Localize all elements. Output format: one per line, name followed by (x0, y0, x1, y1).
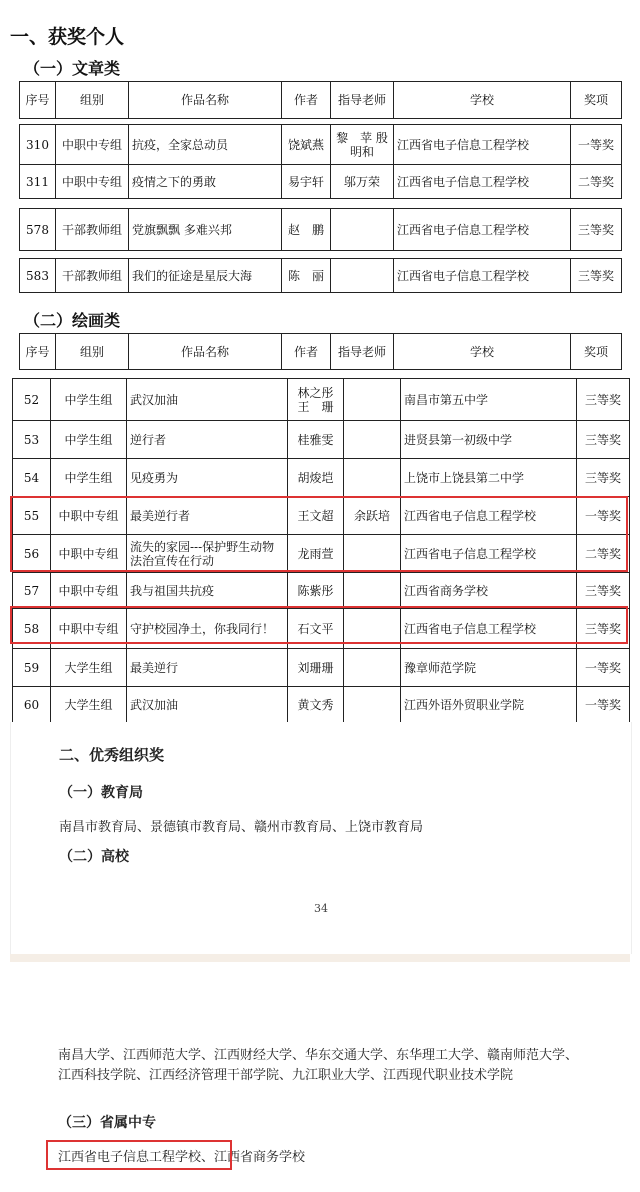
header-teacher: 指导老师 (331, 82, 394, 119)
header-work: 作品名称 (129, 334, 282, 370)
cell-award: 二等奖 (577, 535, 630, 573)
section2-sub1-text: 南昌市教育局、景德镇市教育局、赣州市教育局、上饶市教育局 (59, 820, 424, 835)
other-school: 江西省商务学校 (214, 1150, 306, 1165)
cell-no: 58 (13, 609, 51, 649)
cell-school: 南昌市第五中学 (401, 379, 577, 421)
highlight-box-rows-55-56 (10, 496, 628, 572)
highlighted-school: 江西省电子信息工程学校、 (58, 1150, 215, 1165)
cell-group: 中职中专组 (51, 609, 127, 649)
highlight-box-row-58 (10, 606, 628, 644)
painting-header-table (19, 333, 622, 370)
cell-group: 干部教师组 (56, 209, 129, 251)
cell-work: 武汉加油 (127, 687, 288, 723)
cell-school: 江西省电子信息工程学校 (394, 209, 571, 251)
cell-author: 胡焌垲 (288, 459, 344, 497)
cell-award: 三等奖 (577, 459, 630, 497)
cell-award: 一等奖 (571, 125, 622, 165)
table-row (13, 421, 630, 459)
cell-work: 抗疫，全家总动员 (129, 125, 282, 165)
cell-author: 饶斌燕 (282, 125, 331, 165)
cell-school: 江西省电子信息工程学校 (401, 535, 577, 573)
cell-author: 黄文秀 (288, 687, 344, 723)
header-no: 序号 (20, 82, 56, 119)
cell-school: 江西省电子信息工程学校 (394, 125, 571, 165)
header-author: 作者 (282, 334, 331, 370)
cell-no: 56 (13, 535, 51, 573)
header-award: 奖项 (571, 334, 622, 370)
cell-school: 上饶市上饶县第二中学 (401, 459, 577, 497)
cell-author: 易宇轩 (282, 165, 331, 199)
cell-author: 陈紫彤 (288, 573, 344, 609)
cell-no: 55 (13, 497, 51, 535)
cell-work: 流失的家园---保护野生动物 法治宣传在行动 (127, 535, 288, 573)
cell-award: 三等奖 (571, 209, 622, 251)
cell-group: 中职中专组 (51, 497, 127, 535)
highlight-box-school (46, 1140, 232, 1170)
cell-award: 二等奖 (571, 165, 622, 199)
header-school: 学校 (394, 82, 571, 119)
cell-group: 中学生组 (51, 421, 127, 459)
cell-school: 江西省电子信息工程学校 (394, 259, 571, 293)
cell-school: 江西外语外贸职业学院 (401, 687, 577, 723)
table-row (13, 573, 630, 609)
article-table-part2 (19, 208, 622, 251)
cell-no: 53 (13, 421, 51, 459)
cell-author: 陈 丽 (282, 259, 331, 293)
cell-group: 中职中专组 (51, 573, 127, 609)
article-subtitle: （一）文章类 (24, 59, 121, 78)
cell-group: 大学生组 (51, 687, 127, 723)
cell-award: 三等奖 (577, 573, 630, 609)
cell-work: 守护校园净土，你我同行！ (127, 609, 288, 649)
cell-award: 三等奖 (571, 259, 622, 293)
cell-teacher (344, 379, 401, 421)
cell-teacher (331, 209, 394, 251)
table-row (20, 209, 622, 251)
cell-teacher (344, 573, 401, 609)
cell-work: 武汉加油 (127, 379, 288, 421)
cell-work: 我们的征途是星辰大海 (129, 259, 282, 293)
article-table-part3 (19, 258, 622, 293)
table-row (13, 687, 630, 723)
header-author: 作者 (282, 82, 331, 119)
cell-group: 中职中专组 (56, 125, 129, 165)
cell-school: 进贤县第一初级中学 (401, 421, 577, 459)
cell-teacher (344, 459, 401, 497)
cell-no: 310 (20, 125, 56, 165)
cell-work: 最美逆行 (127, 649, 288, 687)
cell-award: 一等奖 (577, 649, 630, 687)
cell-group: 中学生组 (51, 379, 127, 421)
table-row (20, 165, 622, 199)
cell-author: 赵 鹏 (282, 209, 331, 251)
cell-teacher (331, 259, 394, 293)
cell-no: 57 (13, 573, 51, 609)
table-row (20, 259, 622, 293)
cell-award: 一等奖 (577, 497, 630, 535)
cell-no: 311 (20, 165, 56, 199)
cell-author: 石文平 (288, 609, 344, 649)
table-row (13, 459, 630, 497)
cell-group: 中学生组 (51, 459, 127, 497)
section2-sub1: （一）教育局 (59, 785, 143, 801)
page-number: 34 (314, 902, 328, 915)
cell-school: 江西省商务学校 (401, 573, 577, 609)
cell-school: 江西省电子信息工程学校 (394, 165, 571, 199)
header-school: 学校 (394, 334, 571, 370)
page-gap (10, 954, 630, 962)
cell-group: 干部教师组 (56, 259, 129, 293)
header-group: 组别 (56, 334, 129, 370)
header-no: 序号 (20, 334, 56, 370)
header-teacher: 指导老师 (331, 334, 394, 370)
cell-work: 逆行者 (127, 421, 288, 459)
header-award: 奖项 (571, 82, 622, 119)
painting-subtitle: （二）绘画类 (24, 311, 121, 330)
cell-no: 54 (13, 459, 51, 497)
cell-teacher: 邬万荣 (331, 165, 394, 199)
cell-school: 江西省电子信息工程学校 (401, 609, 577, 649)
cell-teacher (344, 687, 401, 723)
cell-work: 党旗飘飘 多难兴邦 (129, 209, 282, 251)
section1-title: 一、获奖个人 (10, 26, 125, 48)
cell-no: 60 (13, 687, 51, 723)
cell-author: 林之彤 王 珊 (288, 379, 344, 421)
cell-teacher (344, 421, 401, 459)
cell-work: 疫情之下的勇敢 (129, 165, 282, 199)
section2-sub3: （三）省属中专 (58, 1115, 156, 1131)
cell-no: 583 (20, 259, 56, 293)
cell-no: 59 (13, 649, 51, 687)
cell-work: 见疫勇为 (127, 459, 288, 497)
cell-no: 52 (13, 379, 51, 421)
cell-award: 一等奖 (577, 687, 630, 723)
cell-no: 578 (20, 209, 56, 251)
cell-award: 三等奖 (577, 609, 630, 649)
cell-group: 中职中专组 (51, 535, 127, 573)
cell-work: 我与祖国共抗疫 (127, 573, 288, 609)
article-table-part1 (19, 124, 622, 199)
cell-teacher (344, 649, 401, 687)
table-row (13, 649, 630, 687)
header-work: 作品名称 (129, 82, 282, 119)
section2-sub2: （二）高校 (59, 849, 129, 865)
section2-title: 二、优秀组织奖 (59, 746, 165, 764)
cell-school: 江西省电子信息工程学校 (401, 497, 577, 535)
cell-group: 中职中专组 (56, 165, 129, 199)
cell-author: 桂雅雯 (288, 421, 344, 459)
section2-page-bottom (10, 962, 630, 1192)
cell-award: 三等奖 (577, 421, 630, 459)
section2-sub2-text: 南昌大学、江西师范大学、江西财经大学、华东交通大学、东华理工大学、赣南师范大学、江西科技学院、江西经济管理干部学院、九江职业大学、江西现代职业技术学院 (58, 1048, 579, 1083)
cell-award: 三等奖 (577, 379, 630, 421)
article-header-table (19, 81, 622, 119)
table-row (13, 379, 630, 421)
cell-group: 大学生组 (51, 649, 127, 687)
section2-page-top (10, 722, 632, 954)
cell-teacher: 黎 苹 殷明和 (331, 125, 394, 165)
cell-school: 豫章师范学院 (401, 649, 577, 687)
header-group: 组别 (56, 82, 129, 119)
cell-author: 王文超 (288, 497, 344, 535)
table-row (20, 125, 622, 165)
cell-author: 龙雨萱 (288, 535, 344, 573)
cell-author: 刘珊珊 (288, 649, 344, 687)
cell-teacher: 余跃培 (344, 497, 401, 535)
cell-work: 最美逆行者 (127, 497, 288, 535)
